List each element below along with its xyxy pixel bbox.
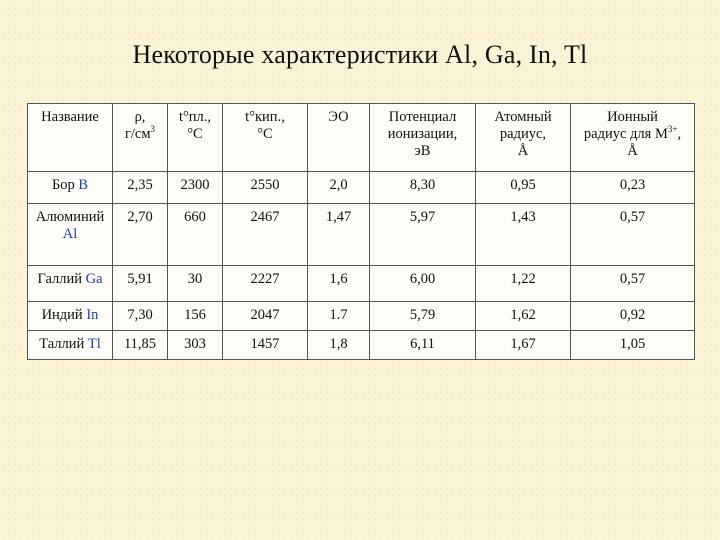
element-symbol: B: [78, 177, 89, 193]
table-row: [28, 331, 695, 360]
element-name: Индий In: [28, 302, 113, 331]
ionization-value: 6,11: [370, 331, 476, 360]
header-atomic-radius: Атомный радиус, Å: [476, 104, 571, 172]
density-value: 7,30: [113, 302, 168, 331]
header-melting-point: t°пл., °С: [168, 104, 223, 172]
eo-value: 1,6: [308, 266, 370, 302]
ionization-value: 6,00: [370, 266, 476, 302]
density-value: 11,85: [113, 331, 168, 360]
eo-value: 1,47: [308, 204, 370, 266]
boiling-value: 2227: [223, 266, 308, 302]
density-value: 5,91: [113, 266, 168, 302]
boiling-value: 2047: [223, 302, 308, 331]
header-row: [28, 104, 695, 172]
eo-value: 1.7: [308, 302, 370, 331]
table-row: [28, 172, 695, 204]
element-symbol: In: [86, 307, 99, 323]
ionic-radius-value: 0,57: [571, 266, 695, 302]
atomic-radius-value: 1,22: [476, 266, 571, 302]
element-name: Галлий Ga: [28, 266, 113, 302]
ionic-radius-value: 1,05: [571, 331, 695, 360]
ionic-radius-value: 0,23: [571, 172, 695, 204]
atomic-radius-value: 0,95: [476, 172, 571, 204]
header-electronegativity: ЭО: [308, 104, 370, 172]
density-value: 2,35: [113, 172, 168, 204]
melting-value: 303: [168, 331, 223, 360]
table-row: [28, 302, 695, 331]
melting-value: 2300: [168, 172, 223, 204]
boiling-value: 1457: [223, 331, 308, 360]
boiling-value: 2467: [223, 204, 308, 266]
header-ionization-potential: Потенциал ионизации, эВ: [370, 104, 476, 172]
atomic-radius-value: 1,43: [476, 204, 571, 266]
ionization-value: 5,79: [370, 302, 476, 331]
header-ionic-radius: Ионный радиус для $M^{3+}$, Å: [571, 104, 695, 172]
element-name: Алюминий Al: [28, 204, 113, 266]
ionization-value: 5,97: [370, 204, 476, 266]
header-name: Название: [28, 104, 113, 172]
table-row: [28, 204, 695, 266]
table-row: [28, 266, 695, 302]
boiling-value: 2550: [223, 172, 308, 204]
atomic-radius-value: 1,62: [476, 302, 571, 331]
ionic-radius-value: 0,57: [571, 204, 695, 266]
density-value: 2,70: [113, 204, 168, 266]
element-symbol: Tl: [87, 336, 101, 352]
atomic-radius-value: 1,67: [476, 331, 571, 360]
slide-title: Некоторые характеристики Al, Ga, In, Tl: [132, 40, 588, 69]
element-symbol: Ga: [85, 271, 103, 287]
ionization-value: 8,30: [370, 172, 476, 204]
eo-value: 2,0: [308, 172, 370, 204]
melting-value: 30: [168, 266, 223, 302]
melting-value: 660: [168, 204, 223, 266]
element-name: Таллий Tl: [28, 331, 113, 360]
melting-value: 156: [168, 302, 223, 331]
element-name: Бор B: [28, 172, 113, 204]
eo-value: 1,8: [308, 331, 370, 360]
properties-table: [27, 103, 695, 360]
ionic-radius-value: 0,92: [571, 302, 695, 331]
header-density: ρ, $г/см^3$: [113, 104, 168, 172]
element-symbol: Al: [62, 226, 78, 242]
header-boiling-point: t°кип., °С: [223, 104, 308, 172]
